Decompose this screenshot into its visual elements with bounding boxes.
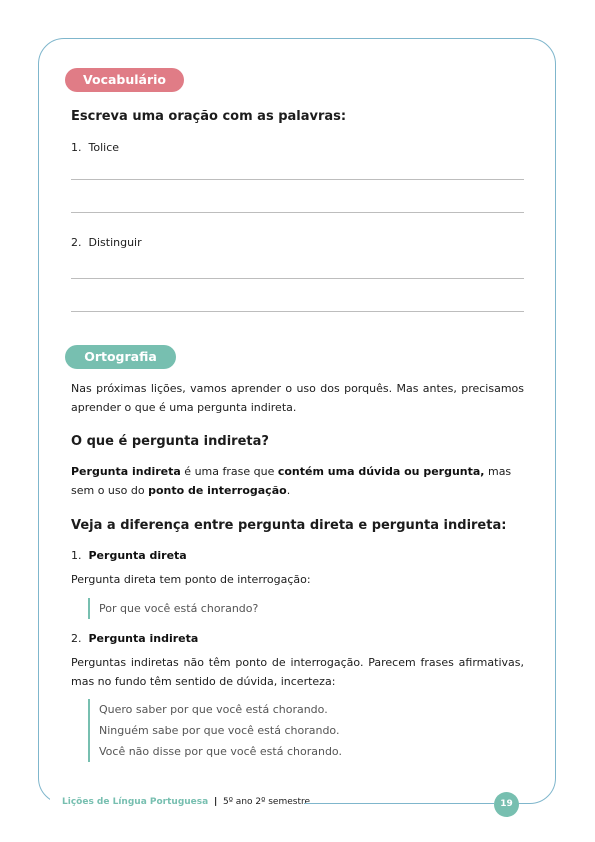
footer xyxy=(62,797,310,807)
indirect-examples-quote xyxy=(88,699,342,762)
footer-grade: 5º ano 2º semestre xyxy=(222,797,311,807)
ortografia-badge: Ortografia xyxy=(65,345,176,369)
direct-example: Por que você está chorando? xyxy=(99,602,259,615)
def-text-1: é uma frase que xyxy=(180,465,278,478)
indirect-title xyxy=(71,629,198,648)
difference-heading: Veja a diferença entre pergunta direta e pergunta indireta: xyxy=(71,518,507,533)
vocab-item-2 xyxy=(71,233,142,252)
answer-line[interactable] xyxy=(71,278,524,279)
def-bold-2: contém uma dúvida ou pergunta, xyxy=(277,465,485,478)
footer-book-title: Lições de Língua Portuguesa xyxy=(62,797,209,807)
direct-example-quote xyxy=(88,598,258,619)
direct-desc: Pergunta direta tem ponto de interrogação: xyxy=(71,573,311,586)
question-heading: O que é pergunta indireta? xyxy=(71,434,269,449)
def-text-3: . xyxy=(286,484,291,497)
indirect-desc: Perguntas indiretas não têm ponto de interrogação. Parecem frases afirmativas, mas no fundo têm sentido de dúvida, incerteza: xyxy=(71,656,524,688)
indirect-example: Ninguém sabe por que você está chorando. xyxy=(99,724,340,737)
answer-line[interactable] xyxy=(71,311,524,312)
vocab-item-2-word: Distinguir xyxy=(88,236,142,249)
direct-title-text: Pergunta direta xyxy=(88,549,187,562)
def-bold-3: ponto de interrogação xyxy=(148,484,287,497)
direct-num: 1. xyxy=(71,549,82,562)
vocab-item-1-word: Tolice xyxy=(88,141,120,154)
vocab-instruction: Escreva uma oração com as palavras: xyxy=(71,109,347,124)
definition-paragraph xyxy=(71,462,524,500)
footer-separator: | xyxy=(213,797,218,807)
answer-line[interactable] xyxy=(71,212,524,213)
indirect-title-text: Pergunta indireta xyxy=(88,632,199,645)
vocabulary-badge: Vocabulário xyxy=(65,68,184,92)
def-text-2: mas sem o uso do xyxy=(71,465,512,497)
indirect-example: Quero saber por que você está chorando. xyxy=(99,703,328,716)
page-number-badge: 19 xyxy=(494,792,519,817)
direct-title xyxy=(71,546,187,565)
vocab-item-1-num: 1. xyxy=(71,141,82,154)
vocab-item-1 xyxy=(71,138,119,157)
indirect-num: 2. xyxy=(71,632,82,645)
vocab-item-2-num: 2. xyxy=(71,236,82,249)
indirect-example: Você não disse por que você está chorando. xyxy=(99,745,342,758)
def-bold-1: Pergunta indireta xyxy=(71,465,181,478)
answer-line[interactable] xyxy=(71,179,524,180)
footer-rule xyxy=(304,803,494,804)
orto-intro: Nas próximas lições, vamos aprender o uso dos porquês. Mas antes, precisamos aprender o que é uma pergunta indireta. xyxy=(71,382,524,414)
